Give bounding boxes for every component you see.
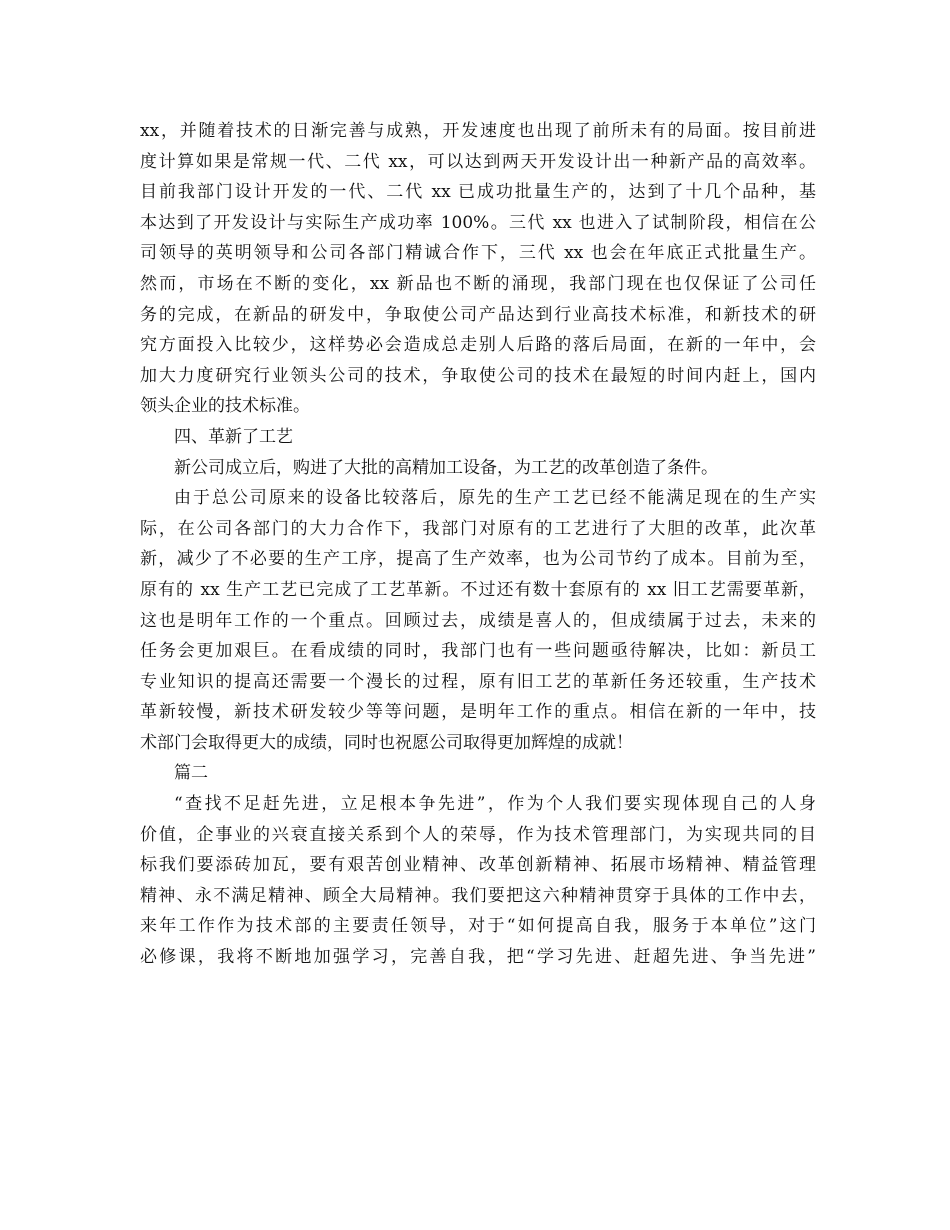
section-heading: 四、革新了工艺 xyxy=(174,426,293,447)
paragraph-first-line: 新公司成立后，购进了大批的高精加工设备，为工艺的改革创造了条件。 xyxy=(174,457,718,478)
paragraph-first-line: 由于总公司原来的设备比较落后，原先的生产工艺已经不能满足现在的生产实 xyxy=(174,488,816,509)
text-line: 新，减少了不必要的生产工序，提高了生产效率，也为公司节约了成本。目前为至， xyxy=(140,549,816,570)
text-line: 然而，市场在不断的变化，xx 新品也不断的涌现，我部门现在也仅保证了公司任 xyxy=(140,273,816,294)
text-line: 度计算如果是常规一代、二代 xx，可以达到两天开发设计出一种新产品的高效率。 xyxy=(140,151,816,172)
text-line: 司领导的英明领导和公司各部门精诚合作下，三代 xx 也会在年底正式批量生产。 xyxy=(140,243,816,264)
text-line: 革新较慢，新技术研发较少等等问题，是明年工作的重点。相信在新的一年中，技 xyxy=(140,702,816,723)
paragraph-first-line: “查找不足赶先进，立足根本争先进”，作为个人我们要实现体现自己的人身 xyxy=(174,794,816,815)
text-line: 价值，企事业的兴衰直接关系到个人的荣辱，作为技术管理部门，为实现共同的目 xyxy=(140,824,816,845)
text-line: 标我们要添砖加瓦，要有艰苦创业精神、改革创新精神、拓展市场精神、精益管理 xyxy=(140,855,816,876)
text-line: 来年工作作为技术部的主要责任领导，对于“如何提高自我，服务于本单位”这门 xyxy=(140,916,816,937)
document-body xyxy=(140,116,816,973)
text-line: 际，在公司各部门的大力合作下，我部门对原有的工艺进行了大胆的改革，此次革 xyxy=(140,518,816,539)
text-line: 目前我部门设计开发的一代、二代 xx 已成功批量生产的，达到了十几个品种，基 xyxy=(140,182,816,203)
text-line: 专业知识的提高还需要一个漫长的过程，原有旧工艺的革新任务还较重，生产技术 xyxy=(140,671,816,692)
section-heading: 篇二 xyxy=(174,763,208,784)
text-line: 任务会更加艰巨。在看成绩的同时，我部门也有一些问题亟待解决，比如：新员工 xyxy=(140,641,816,662)
text-line: 究方面投入比较少，这样势必会造成总走别人后路的落后局面，在新的一年中，会 xyxy=(140,335,816,356)
text-line: xx，并随着技术的日渐完善与成熟，开发速度也出现了前所未有的局面。按目前进 xyxy=(140,121,816,141)
text-line: 原有的 xx 生产工艺已完成了工艺革新。不过还有数十套原有的 xx 旧工艺需要革新， xyxy=(140,579,816,600)
text-line: 加大力度研究行业领头公司的技术，争取使公司的技术在最短的时间内赶上，国内 xyxy=(140,365,816,386)
paragraph-end-line: 领头企业的技术标准。 xyxy=(140,396,310,417)
text-line: 这也是明年工作的一个重点。回顾过去，成绩是喜人的，但成绩属于过去，未来的 xyxy=(140,610,816,631)
paragraph-end-line: 术部门会取得更大的成绩，同时也祝愿公司取得更加辉煌的成就！ xyxy=(140,732,633,753)
text-line: 本达到了开发设计与实际生产成功率 100%。三代 xx 也进入了试制阶段，相信在公 xyxy=(140,212,816,233)
text-line: 必修课，我将不断地加强学习，完善自我，把“学习先进、赶超先进、争当先进” xyxy=(140,947,816,968)
text-line: 精神、永不满足精神、顾全大局精神。我们要把这六种精神贯穿于具体的工作中去， xyxy=(140,885,816,906)
text-line: 务的完成，在新品的研发中，争取使公司产品达到行业高技术标准，和新技术的研 xyxy=(140,304,816,325)
